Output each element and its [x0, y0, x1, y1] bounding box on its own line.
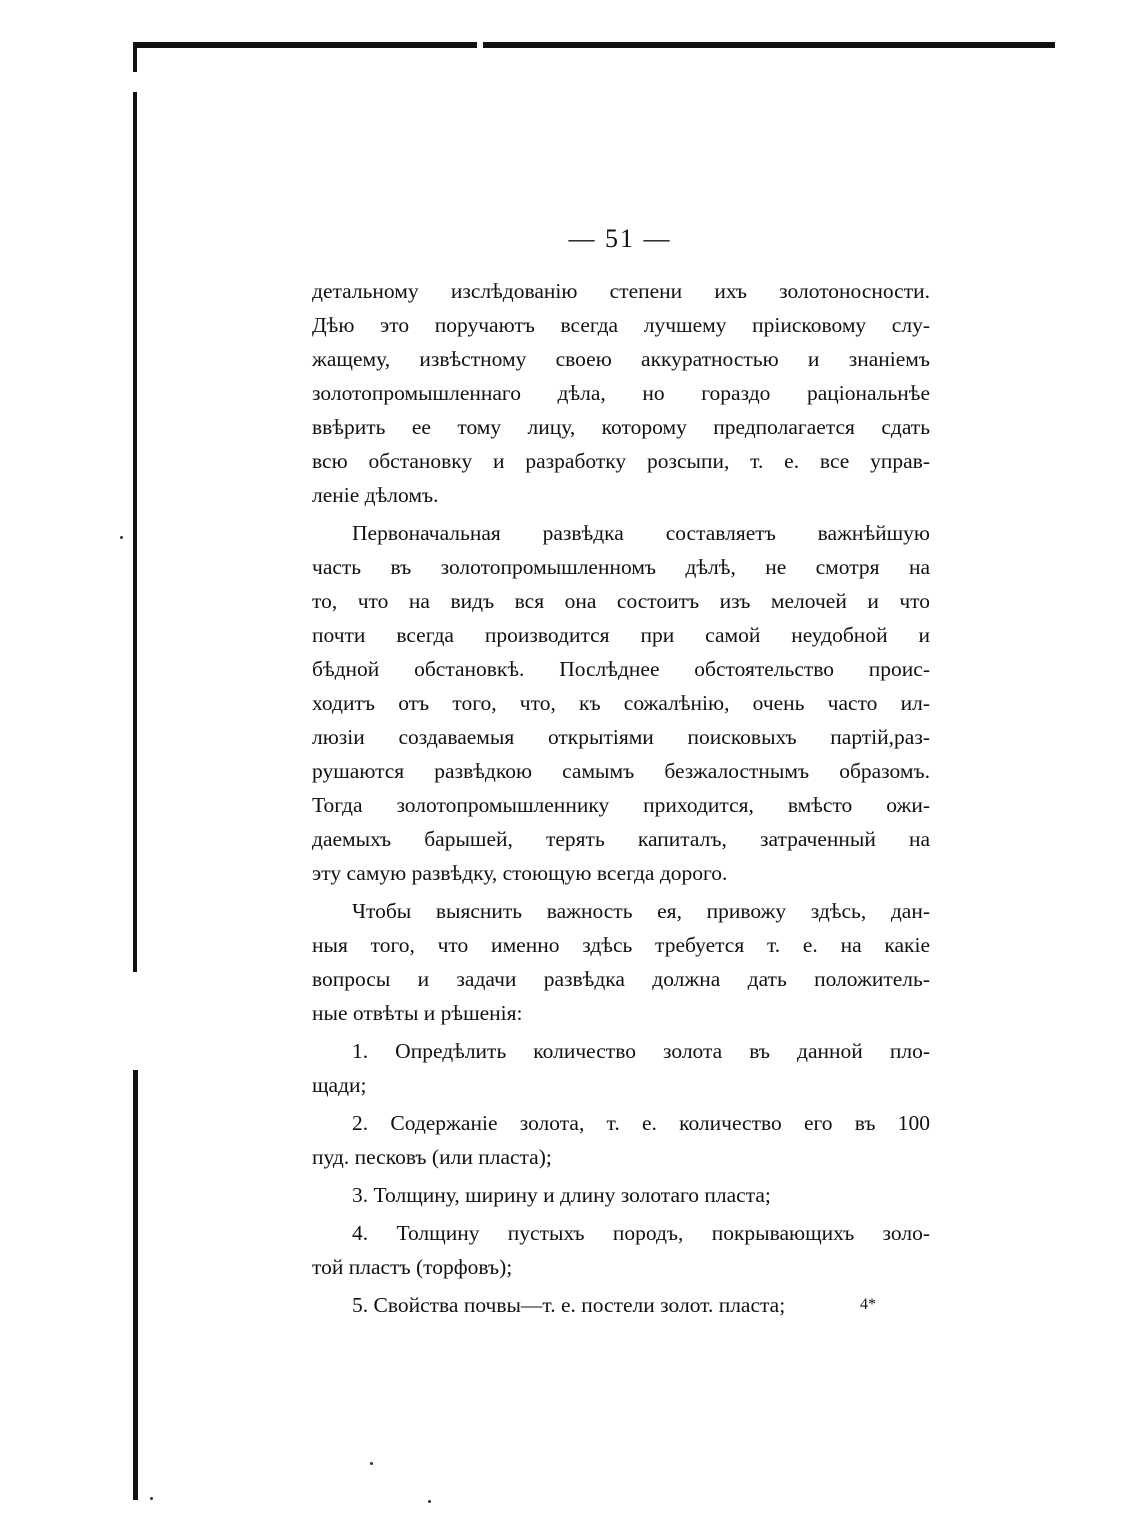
text-line: ленiе дѣломъ.	[312, 483, 439, 507]
left-border-rule	[133, 42, 137, 72]
top-border-rule	[135, 42, 1055, 48]
top-border-gap	[477, 42, 483, 48]
text-line: почти всегда производится при самой неудобной и	[312, 623, 930, 647]
text-line: 1. Опредѣлить количество золота въ данной пло-	[352, 1039, 930, 1063]
paragraph	[312, 1216, 930, 1284]
text-line: ные отвѣты и рѣшенiя:	[312, 1001, 523, 1025]
body-text	[312, 274, 930, 1322]
text-line: 2. Содержанiе золота, т. е. количество его въ 100	[352, 1111, 930, 1135]
page-number: — 51 —	[568, 224, 672, 253]
text-line: щади;	[312, 1073, 367, 1097]
paragraph	[312, 1106, 930, 1174]
text-line: всю обстановку и разработку розсыпи, т. е. все управ-	[312, 449, 930, 473]
scan-speck	[370, 1462, 373, 1465]
paragraph	[312, 1034, 930, 1102]
paragraph	[312, 1178, 930, 1212]
paragraph	[312, 516, 930, 890]
text-line: детальному изслѣдованiю степени ихъ золотоносности.	[312, 279, 930, 303]
text-line: Чтобы выяснить важность ея, привожу здѣсь, дан-	[352, 899, 930, 923]
signature-mark: 4*	[860, 1296, 876, 1313]
text-line: ввѣрить ее тому лицу, которому предполагается сдать	[312, 415, 930, 439]
text-line: 4. Толщину пустыхъ породъ, покрывающихъ золо-	[352, 1221, 930, 1245]
text-line: 5. Свойства почвы—т. е. постели золот. пласта;	[352, 1293, 786, 1317]
text-line: даемыхъ барышей, терять капиталъ, затраченный на	[312, 827, 930, 851]
scan-speck	[150, 1497, 153, 1500]
text-line: Дѣю это поручаютъ всегда лучшему прiисковому слу-	[312, 313, 930, 337]
left-border-rule	[133, 1070, 138, 1500]
text-line: золотопромышленнаго дѣла, но гораздо рацiональнѣе	[312, 381, 930, 405]
text-line: часть въ золотопромышленномъ дѣлѣ, не смотря на	[312, 555, 930, 579]
text-line: Первоначальная развѣдка составляетъ важнѣйшую	[352, 521, 930, 545]
text-line: вопросы и задачи развѣдка должна дать положитель-	[312, 967, 930, 991]
text-line: люзiи создаваемыя открытiями поисковыхъ партiй,раз-	[312, 725, 930, 749]
text-line: эту самую развѣдку, стоющую всегда дорого.	[312, 861, 728, 885]
text-line: ныя того, что именно здѣсь требуется т. е. на какiе	[312, 933, 930, 957]
paragraph	[312, 894, 930, 1030]
text-line: той пластъ (торфовъ);	[312, 1255, 513, 1279]
text-line: ходитъ отъ того, что, къ сожалѣнiю, очень часто ил-	[312, 691, 930, 715]
text-line: Тогда золотопромышленнику приходится, вмѣсто ожи-	[312, 793, 930, 817]
text-line: бѣдной обстановкѣ. Послѣднее обстоятельство проис-	[312, 657, 930, 681]
paragraph	[312, 1288, 930, 1322]
text-line: рушаются развѣдкою самымъ безжалостнымъ образомъ.	[312, 759, 930, 783]
scan-speck	[120, 536, 123, 539]
text-line: пуд. песковъ (или пласта);	[312, 1145, 552, 1169]
scan-speck	[428, 1500, 431, 1503]
text-line: то, что на видъ вся она состоитъ изъ мелочей и что	[312, 589, 930, 613]
paragraph	[312, 274, 930, 512]
text-line: жащему, извѣстному своею аккуратностью и знанiемъ	[312, 347, 930, 371]
text-line: 3. Толщину, ширину и длину золотаго пласта;	[352, 1183, 771, 1207]
